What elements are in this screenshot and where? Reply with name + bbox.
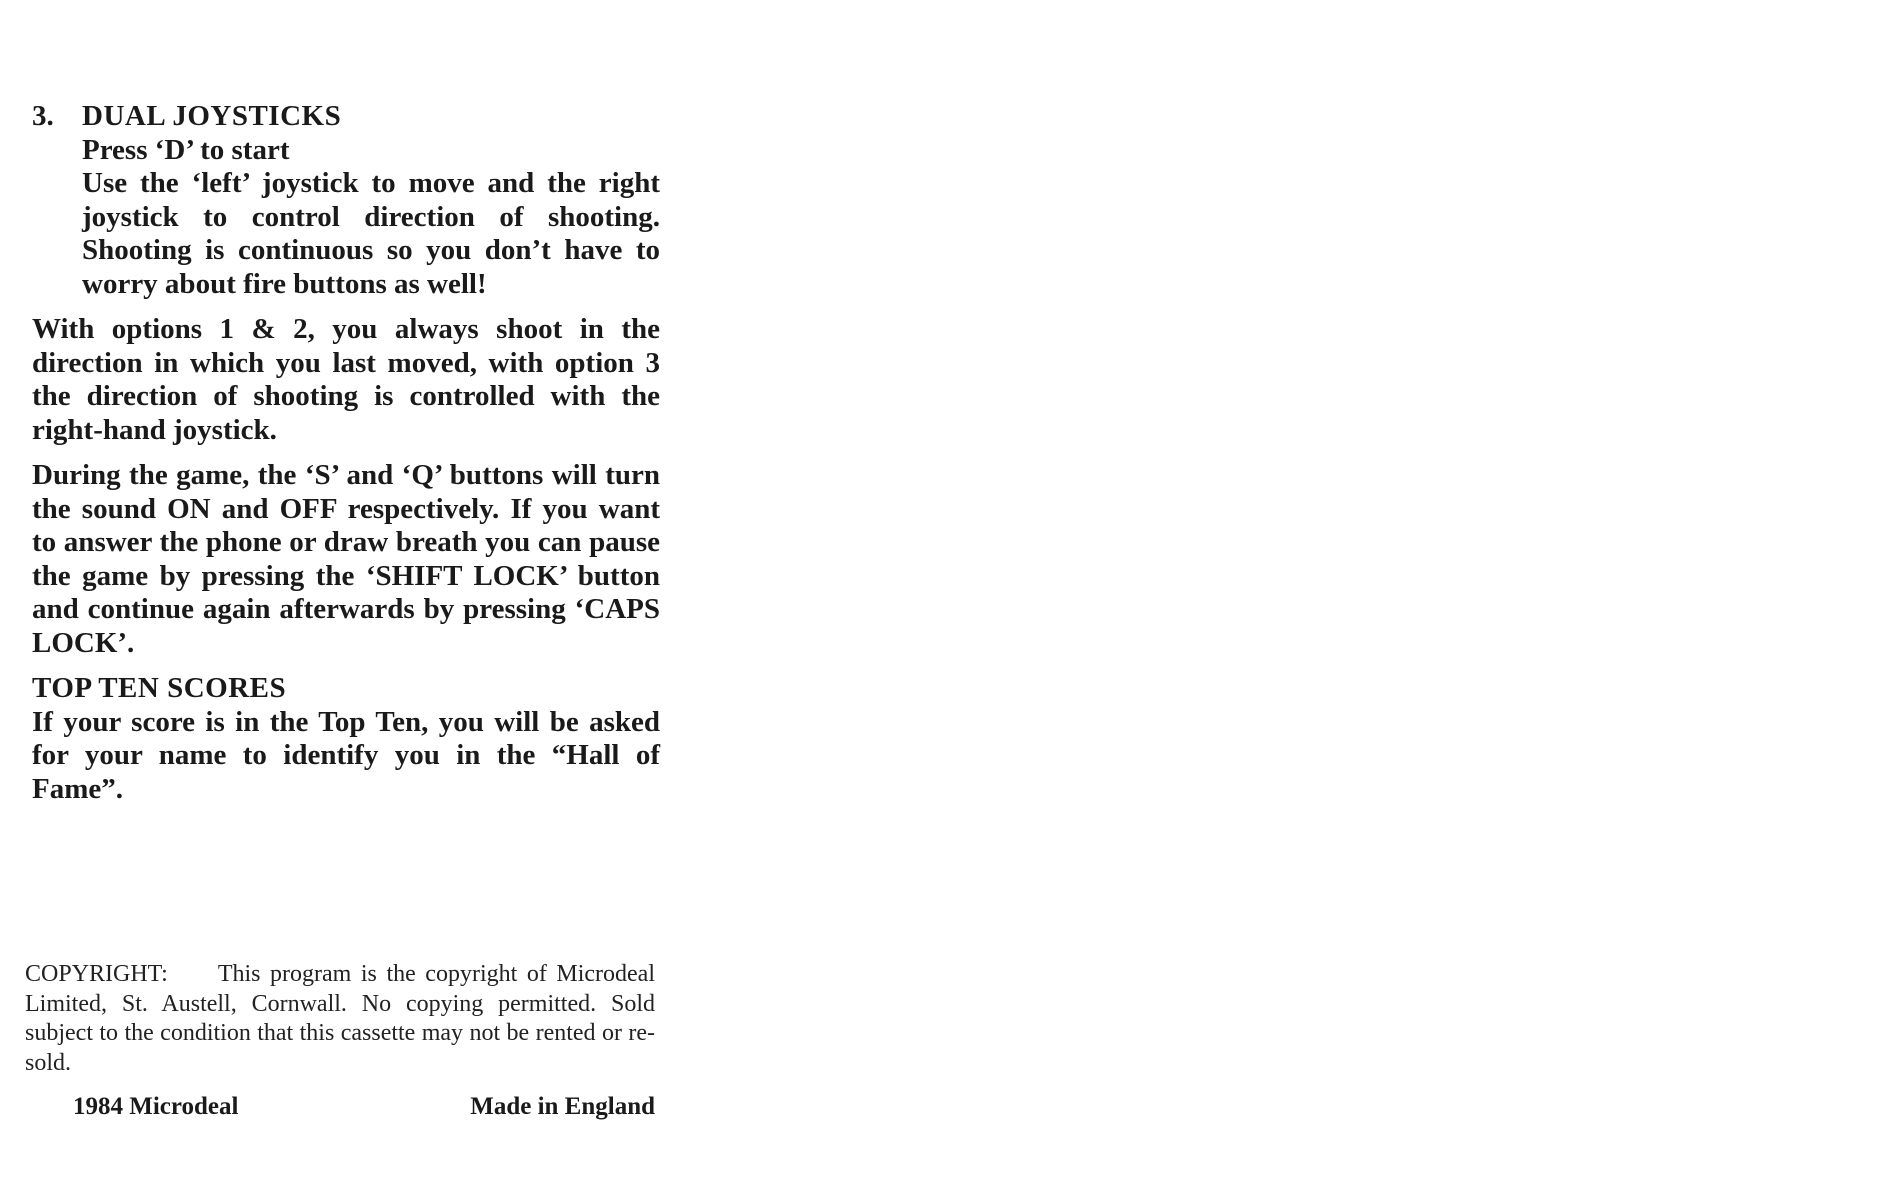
top-ten-text: If your score is in the Top Ten, you will be asked for your name to identify you in the “Hall of Fame”. [32,705,660,805]
footer-year-publisher: 1984 Microdeal [73,1093,239,1120]
controls-paragraph: During the game, the ‘S’ and ‘Q’ buttons will turn the sound ON and OFF respectively. If you want to answer the phone or draw breath you can pause the game by pressing the ‘SHIFT LOCK’ button and continue again afterwards by pressing ‘CAPS LOCK’. [32,459,660,659]
footer [73,1093,655,1121]
copyright-label: COPYRIGHT: [25,961,168,987]
copyright-text: This program is the copyright of Microdeal Limited, St. Austell, Cornwall. No copying permitted. Sold subject to the condition that this cassette may not be rented or re-sold. [25,961,655,1076]
section-dual-joysticks [32,100,660,301]
section-description: Use the ‘left’ joystick to move and the right joystick to control direction of shooting. Shooting is continuous so you don’t have to worry about fire buttons as well! [82,167,660,300]
instructions-column [32,100,660,806]
copyright-notice [25,960,655,1078]
options-paragraph: With options 1 & 2, you always shoot in the direction in which you last moved, with option 3 the direction of shooting is controlled with the right-hand joystick. [32,313,660,446]
top-ten-heading: TOP TEN SCORES [32,672,287,704]
section-press-instruction: Press ‘D’ to start [82,133,290,166]
section-number: 3. [32,100,54,132]
section-heading: DUAL JOYSTICKS [82,100,342,132]
section-body [82,100,660,301]
footer-made-in: Made in England [470,1093,655,1120]
